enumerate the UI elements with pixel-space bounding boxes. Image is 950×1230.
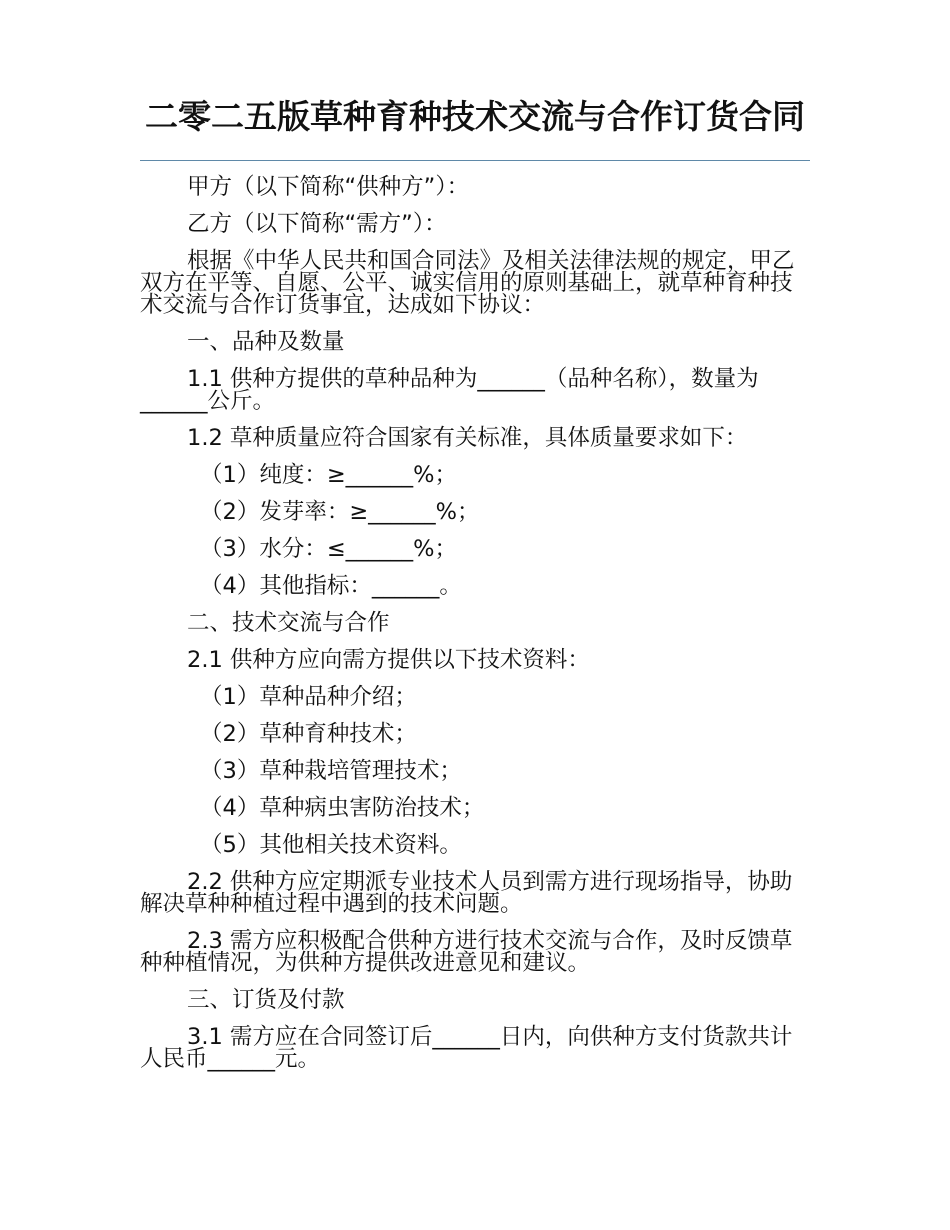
tech-item-3: （3）草种栽培管理技术； bbox=[200, 758, 462, 784]
tech-item-4: （4）草种病虫害防治技术； bbox=[200, 795, 485, 821]
tech-item-5: （5）其他相关技术资料。 bbox=[200, 832, 462, 858]
document-body bbox=[140, 176, 810, 1070]
title-divider bbox=[140, 160, 810, 161]
clause-2-2: 2.2 供种方应定期派专业技术人员到需方进行现场指导，协助解决草种种植过程中遇到的技术问题。 bbox=[140, 869, 793, 917]
clause-2-3: 2.3 需方应积极配合供种方进行技术交流与合作，及时反馈草种种植情况，为供种方提供改进意见和建议。 bbox=[140, 928, 793, 976]
quality-item-1: （1）纯度：≥______%； bbox=[200, 462, 458, 488]
section-heading-3: 三、订货及付款 bbox=[187, 987, 345, 1013]
tech-item-2: （2）草种育种技术； bbox=[200, 721, 417, 747]
party-a-line: 甲方（以下简称“供种方”）： bbox=[187, 174, 470, 200]
quality-item-3: （3）水分：≤______%； bbox=[200, 536, 458, 562]
preamble-paragraph: 根据《中华人民共和国合同法》及相关法律法规的规定，甲乙双方在平等、自愿、公平、诚实信用的原则基础上，就草种育种技术交流与合作订货事宜，达成如下协议： bbox=[140, 248, 795, 318]
quality-item-4: （4）其他指标：______。 bbox=[200, 573, 462, 599]
section-heading-2: 二、技术交流与合作 bbox=[187, 610, 390, 636]
document-title: 二零二五版草种育种技术交流与合作订货合同 bbox=[145, 97, 805, 136]
party-b-line: 乙方（以下简称“需方”）： bbox=[187, 211, 447, 237]
clause-3-1: 3.1 需方应在合同签订后______日内，向供种方支付货款共计人民币______元。 bbox=[140, 1024, 793, 1072]
tech-item-1: （1）草种品种介绍； bbox=[200, 684, 417, 710]
clause-1-2: 1.2 草种质量应符合国家有关标准，具体质量要求如下： bbox=[187, 425, 748, 451]
quality-item-2: （2）发芽率：≥______%； bbox=[200, 499, 480, 525]
clause-1-1: 1.1 供种方提供的草种品种为______（品种名称），数量为______公斤。 bbox=[140, 366, 759, 414]
section-heading-1: 一、品种及数量 bbox=[187, 329, 345, 355]
clause-2-1: 2.1 供种方应向需方提供以下技术资料： bbox=[187, 647, 590, 673]
